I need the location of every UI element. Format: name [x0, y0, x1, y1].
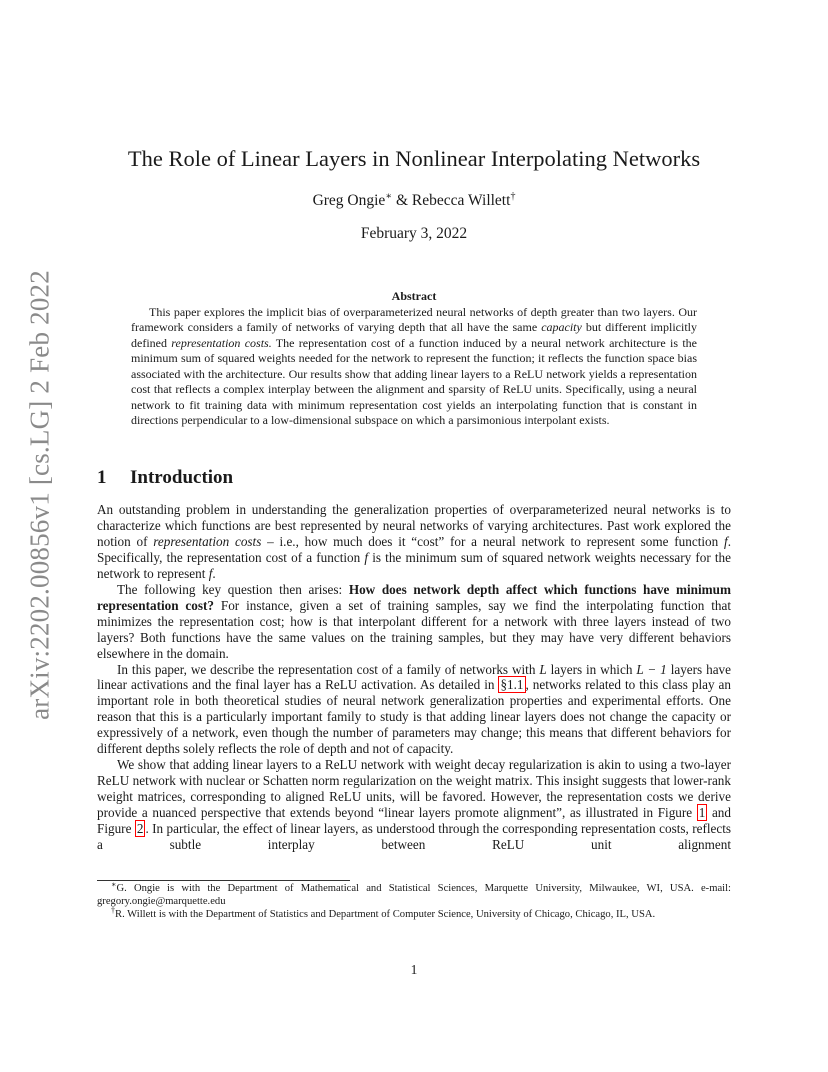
figure-2-link[interactable]: 2 [136, 821, 144, 837]
section-title: Introduction [130, 467, 234, 488]
author-1-mark: ∗ [385, 191, 393, 202]
arxiv-stamp-text: arXiv:2202.00856v1 [cs.LG] 2 Feb 2022 [24, 270, 55, 720]
body-text [97, 502, 731, 853]
paragraph-1: An outstanding problem in understanding the generalization properties of overparameterized neural networks is to characterize which functions are best represented by neural networks of varying architectures. Past work explored the notion of representation costs – i.e., how much does it “cost” for a neural network to represent some function f. Specifically, the representation cost of a function f is the minimum sum of squared network weights necessary for the network to represent f. [97, 502, 731, 581]
author-separator: & [392, 192, 412, 209]
author-2-mark: † [510, 191, 516, 202]
abstract-emphasis: capacity [541, 320, 582, 335]
abstract-part: but different implicitly defined [131, 320, 697, 350]
paragraph-2: The following key question then arises: How does network depth affect which functions have minimum representation cost? For instance, given a set of training samples, say we find the interpolating function that minimizes the representation cost; how is that interpolant different for a network with three layers instead of two layers? Both functions have the same values on the training samples, but they may have very different behaviors elsewhere in the domain. [97, 581, 731, 661]
abstract-emphasis: representation costs. [171, 335, 272, 350]
section-number: 1 [97, 467, 107, 488]
arxiv-stamp [20, 270, 60, 720]
abstract-part: The representation cost of a function induced by a neural network architecture is the minimum sum of squared weights needed for the network to represent the function; it reflects the function space bias associated with the architecture. Our results show that adding linear layers to a ReLU network yields a representation cost that reflects a complex interplay between the alignment and sparsity of ReLU units. Specifically, using a neural network to fit training data with minimum representation cost yields an interpolating function that is constant in directions perpendicular to a low-dimensional subspace on which a parsimonious interpolant exists. [131, 335, 697, 428]
abstract-part: This paper explores the implicit bias of overparameterized neural networks of depth greater than two layers. Our framework considers a family of networks of varying depth that all have the same [131, 305, 697, 335]
author-1: Greg Ongie [312, 192, 386, 209]
abstract-heading: Abstract [391, 289, 437, 303]
paragraph-3: In this paper, we describe the representation cost of a family of networks with L layers in which L − 1 layers have linear activations and the final layer has a ReLU activation. As detailed in §1.1 , networks related to this class play an important role in both theoretical studies of neural network generalization properties and experimental efforts. One reason that this is a particularly important family to study is that adding linear layers does not change the capacity or expressively of a network, even though the number of parameters may change; this means that different behaviors for different depths solely reflects the role of depth and not of capacity. [97, 661, 731, 757]
abstract-text [131, 305, 697, 429]
paper-date: February 3, 2022 [360, 225, 468, 242]
footnote-rule [97, 880, 350, 881]
section-link[interactable]: §1.1 [500, 677, 524, 693]
footnote-1: ∗G. Ongie is with the Department of Mathematical and Statistical Sciences, Marquette University, Milwaukee, WI, USA. e-mail: gregory.ongie@marquette.edu [97, 880, 731, 907]
author-2: Rebecca Willett [411, 192, 511, 209]
footnotes [97, 880, 731, 922]
key-question: How does network depth affect which functions have minimum representation cost? [97, 581, 731, 613]
figure-1-link[interactable]: 1 [698, 805, 706, 821]
author-line [0, 192, 828, 210]
page-number: 1 [410, 962, 418, 977]
paragraph-4: We show that adding linear layers to a ReLU network with weight decay regularization is akin to using a two-layer ReLU network with nuclear or Schatten norm regularization on the weight matrix. This insight suggests that lower-rank weight matrices, corresponding to aligned ReLU units, will be favored. However, the representation costs we derive provide a nuanced perspective that extends beyond “linear layers promote alignment”, as illustrated in Figure 1 and Figure 2 . In particular, the effect of linear layers, as understood through the corresponding representation costs, reflects a subtle interplay between ReLU unit alignment [97, 757, 732, 853]
footnote-2: †R. Willett is with the Department of Statistics and Department of Computer Science, University of Chicago, Chicago, IL, USA. [111, 905, 656, 920]
paper-title: The Role of Linear Layers in Nonlinear Interpolating Networks [127, 146, 701, 171]
section-heading [97, 467, 233, 489]
